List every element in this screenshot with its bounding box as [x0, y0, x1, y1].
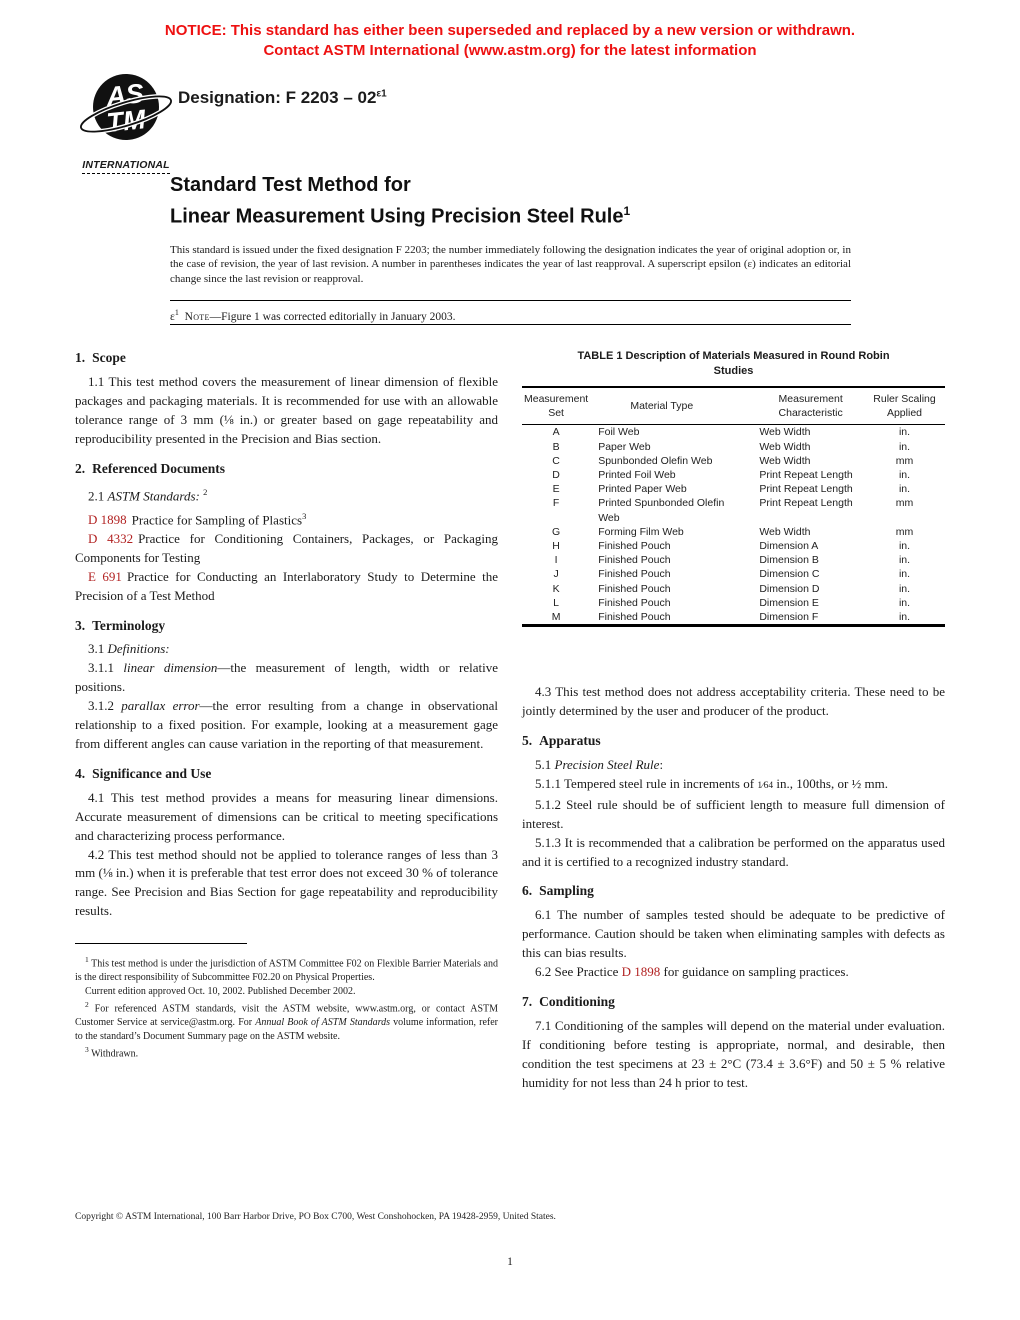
heading-significance: 4. Significance and Use [75, 765, 212, 781]
table-cell: Foil Web [598, 426, 640, 439]
left-column [75, 349, 498, 1061]
footnote-3: $^3$ Withdrawn. [85, 1045, 139, 1060]
heading-sampling: 6. Sampling [522, 883, 594, 899]
table-row [522, 610, 945, 626]
footnote-1b: Current edition approved Oct. 10, 2002. Published December 2002. [85, 985, 356, 997]
table-cell: Printed Foil Web [598, 469, 676, 482]
table-1-header [522, 387, 945, 425]
title-line1: Standard Test Method for [170, 174, 411, 196]
table-cell: Dimension A [759, 540, 819, 553]
table-cell: Web Width [759, 454, 811, 467]
divider [170, 324, 851, 325]
heading-conditioning: 7. Conditioning [522, 993, 615, 1009]
table-row [522, 425, 945, 440]
heading-scope: 1. Scope [75, 350, 126, 365]
table-cell: M [551, 611, 561, 624]
para-6-2: 6.2 See Practice D 1898 for guidance on sampling practices. [535, 964, 849, 980]
col-header-material-type: Material Type [590, 387, 757, 425]
table-cell: Paper Web [598, 440, 651, 453]
para-5-1-3: 5.1.3 It is recommended that a calibration be performed on the apparatus used and it is certified to a recognized industry standard. [522, 834, 945, 869]
para-3-1: 3.1 Definitions: [88, 641, 170, 657]
table-cell: in. [898, 568, 911, 581]
standard-preamble: This standard is issued under the fixed designation F 2203; the number immediately following the designation indicates the year of original adoption or, in the case of revision, the year of last revision. A number in parentheses indicates the year of last reapproval. A superscript epsilon (ε) indicates an editorial change since the last revision or reapproval. [170, 244, 851, 285]
table-cell: Dimension F [759, 611, 819, 624]
table-cell: Dimension C [759, 568, 820, 581]
table-cell: Printed Spunbonded Olefin Web [598, 497, 725, 524]
svg-text:TM: TM [105, 104, 148, 139]
col-header-measurement-set: Measurement Set [522, 387, 590, 425]
table-cell: E [552, 483, 560, 496]
table-cell: Spunbonded Olefin Web [598, 454, 713, 467]
table-cell: Web Width [759, 525, 811, 538]
e691-link[interactable]: E 691 [88, 568, 122, 584]
superseded-notice [0, 21, 1020, 61]
footnote-1: $^1$ This test method is under the jurisdiction of ASTM Committee F02 on Flexible Barrier Materials and is the direct responsibility of Subcommittee F02.20 on Physical Properties. [75, 955, 498, 984]
para-3-1-2: 3.1.2 parallax error—the error resulting from a change in observational relationship to a fixed position. For example, looking at a measurement gage from different angles can cause variation in the reporting of that measurement. [75, 698, 498, 751]
svg-text:AS: AS [104, 78, 146, 112]
table-cell: Finished Pouch [598, 554, 671, 567]
table-cell: in. [898, 440, 911, 453]
notice-line1: NOTICE: This standard has either been superseded and replaced by a new version or withdrawn. [164, 22, 856, 39]
heading-apparatus: 5. Apparatus [522, 733, 601, 749]
para-5-1-2: 5.1.2 Steel rule should be of sufficient length to measure full dimension of interest. [522, 796, 945, 831]
table-cell: Print Repeat Length [759, 483, 853, 496]
fraction-1-64: 1⁄64 [757, 780, 774, 791]
table-cell: B [552, 440, 560, 453]
d1898-link[interactable]: D 1898 [621, 964, 661, 980]
table-cell: Dimension D [759, 582, 820, 595]
table-1 [522, 349, 945, 627]
table-row [522, 596, 945, 610]
table-cell: Finished Pouch [598, 611, 671, 624]
table-cell: H [552, 540, 560, 553]
table-cell: in. [898, 611, 911, 624]
table-cell: L [553, 596, 560, 609]
table-row [522, 539, 945, 553]
table-cell: F [552, 497, 560, 510]
epsilon-note: $\varepsilon^1$ Note—Figure 1 was corrected editorially in January 2003. [170, 308, 456, 323]
table-row [522, 482, 945, 496]
table-cell: mm [895, 497, 914, 510]
heading-referenced-documents: 2. Referenced Documents [75, 460, 225, 476]
table-cell: Finished Pouch [598, 568, 671, 581]
table-cell: Print Repeat Length [759, 469, 853, 482]
table-cell: J [553, 568, 559, 581]
para-2-1: 2.1 ASTM Standards: $^2$ [88, 487, 208, 504]
d4332-link[interactable]: D 4332 [88, 530, 134, 546]
table-cell: K [552, 582, 560, 595]
table1-body [522, 425, 945, 626]
reference-e691: E 691 Practice for Conducting an Interlaboratory Study to Determine the Precision of a Test Method [75, 568, 498, 603]
table-cell: Web Width [759, 440, 811, 453]
page-title [170, 172, 870, 230]
para-5-1-1: 5.1.1 Tempered steel rule in increments of 1⁄64 in., 100ths, or ½ mm. [535, 775, 888, 791]
table-cell: in. [898, 483, 911, 496]
table-cell: G [552, 525, 561, 538]
para-6-1: 6.1 The number of samples tested should be adequate to be predictive of performance. Caution should be taken when eliminating samples with defects as this can bias results. [522, 907, 945, 961]
designation-epsilon-sup: ε1 [376, 88, 387, 100]
para-4-3: 4.3 This test method does not address acceptability criteria. These need to be jointly determined by the user and producer of the product. [522, 684, 945, 719]
table-cell: mm [895, 525, 914, 538]
table-cell: Finished Pouch [598, 540, 671, 553]
astm-logo-icon [78, 70, 174, 150]
table-row [522, 567, 945, 581]
col-header-ruler-scaling: Ruler Scaling Applied [864, 387, 945, 425]
table-cell: in. [898, 582, 911, 595]
table-cell: Web Width [759, 426, 811, 439]
reference-d1898: D 1898 Practice for Sampling of Plastics$^3$ [88, 510, 307, 527]
table-cell: C [552, 454, 560, 467]
para-3-1-1: 3.1.1 linear dimension—the measurement of length, width or relative positions. [75, 660, 499, 695]
table-row [522, 582, 945, 596]
table-cell: Dimension B [759, 554, 819, 567]
table-1-title: TABLE 1 Description of Materials Measured in Round Robin Studies [577, 350, 890, 377]
para-7-1: 7.1 Conditioning of the samples will depend on the material under evaluation. If conditioning before testing is appropriate, normal, and desirable, then condition the test specimens at 23 ± 2°C (73.4 ± 3.6°F) and 50 ± 5 % relative humidity for not less than 24 h prior to test. [522, 1017, 945, 1090]
table-cell: A [552, 426, 560, 439]
table-cell: I [554, 554, 558, 567]
page-number: 1 [507, 1256, 513, 1268]
table-cell: Dimension E [759, 596, 819, 609]
notice-line2: Contact ASTM International (www.astm.org) for the latest information [263, 42, 757, 59]
right-column [522, 349, 945, 1092]
table-row [522, 440, 945, 454]
table-cell: in. [898, 540, 911, 553]
table-cell: Forming Film Web [598, 525, 684, 538]
table-cell: in. [898, 596, 911, 609]
table-row [522, 454, 945, 468]
para-4-2: 4.2 This test method should not be applied to tolerance ranges of less than 3 mm (⅛ in.) when it is preferable that test error does not exceed 30 % of tolerance range. See Precision and Bias Section for gage repeatability and reproducibility results. [75, 846, 498, 919]
divider [170, 300, 851, 301]
footnote-2: $^2$ For referenced ASTM standards, visit the ASTM website, www.astm.org, or contact ASTM Customer Service at service@astm.org. For Annual Book of ASTM Standards volume information, refer to the standard’s Document Summary page on the ASTM website. [75, 1000, 498, 1042]
table-cell: in. [898, 554, 911, 567]
table-row [522, 525, 945, 539]
table-cell: in. [898, 426, 911, 439]
astm-logo [72, 70, 180, 174]
table-row [522, 496, 945, 524]
para-5-1: 5.1 Precision Steel Rule: [535, 756, 664, 772]
note-label: Note [184, 310, 210, 323]
title-line2: Linear Measurement Using Precision Steel Rule$^1$ [170, 204, 631, 228]
table-cell: Printed Paper Web [598, 483, 687, 496]
para-1-1: 1.1 This test method covers the measurement of linear dimension of flexible packages and packaging materials. It is recommended for use with an allowable tolerance range of 3 mm (⅛ in.) or greater based on gage repeatability and reproducibility presented in the Precision and Bias section. [75, 373, 498, 446]
table-cell: Finished Pouch [598, 596, 671, 609]
table-cell: mm [895, 454, 914, 467]
col-header-measurement-characteristic: Measurement Characteristic [757, 387, 864, 425]
table-cell: D [552, 469, 560, 482]
d1898-link[interactable]: D 1898 [88, 512, 127, 527]
astm-logo-subtitle: INTERNATIONAL [82, 159, 170, 174]
reference-d4332: D 4332 Practice for Conditioning Containers, Packages, or Packaging Components for Testing [75, 530, 499, 565]
table-cell: Finished Pouch [598, 582, 671, 595]
table-cell: Print Repeat Length [759, 497, 853, 510]
heading-terminology: 3. Terminology [75, 617, 166, 633]
para-4-1: 4.1 This test method provides a means for measuring linear dimensions. Accurate measurement of dimensions can be critical to meeting specifications and characterizing process performance. [75, 789, 498, 843]
table-row [522, 553, 945, 567]
copyright-line: Copyright © ASTM International, 100 Barr Harbor Drive, PO Box C700, West Conshohocken, PA 19428-2959, United States. [75, 1212, 556, 1222]
designation: Designation: F $2203 - 02^{\varepsilon 1}$ [178, 88, 387, 107]
table-row [522, 468, 945, 482]
footnotes [75, 943, 498, 1061]
footnote-separator [75, 943, 247, 944]
table-cell: in. [898, 469, 911, 482]
